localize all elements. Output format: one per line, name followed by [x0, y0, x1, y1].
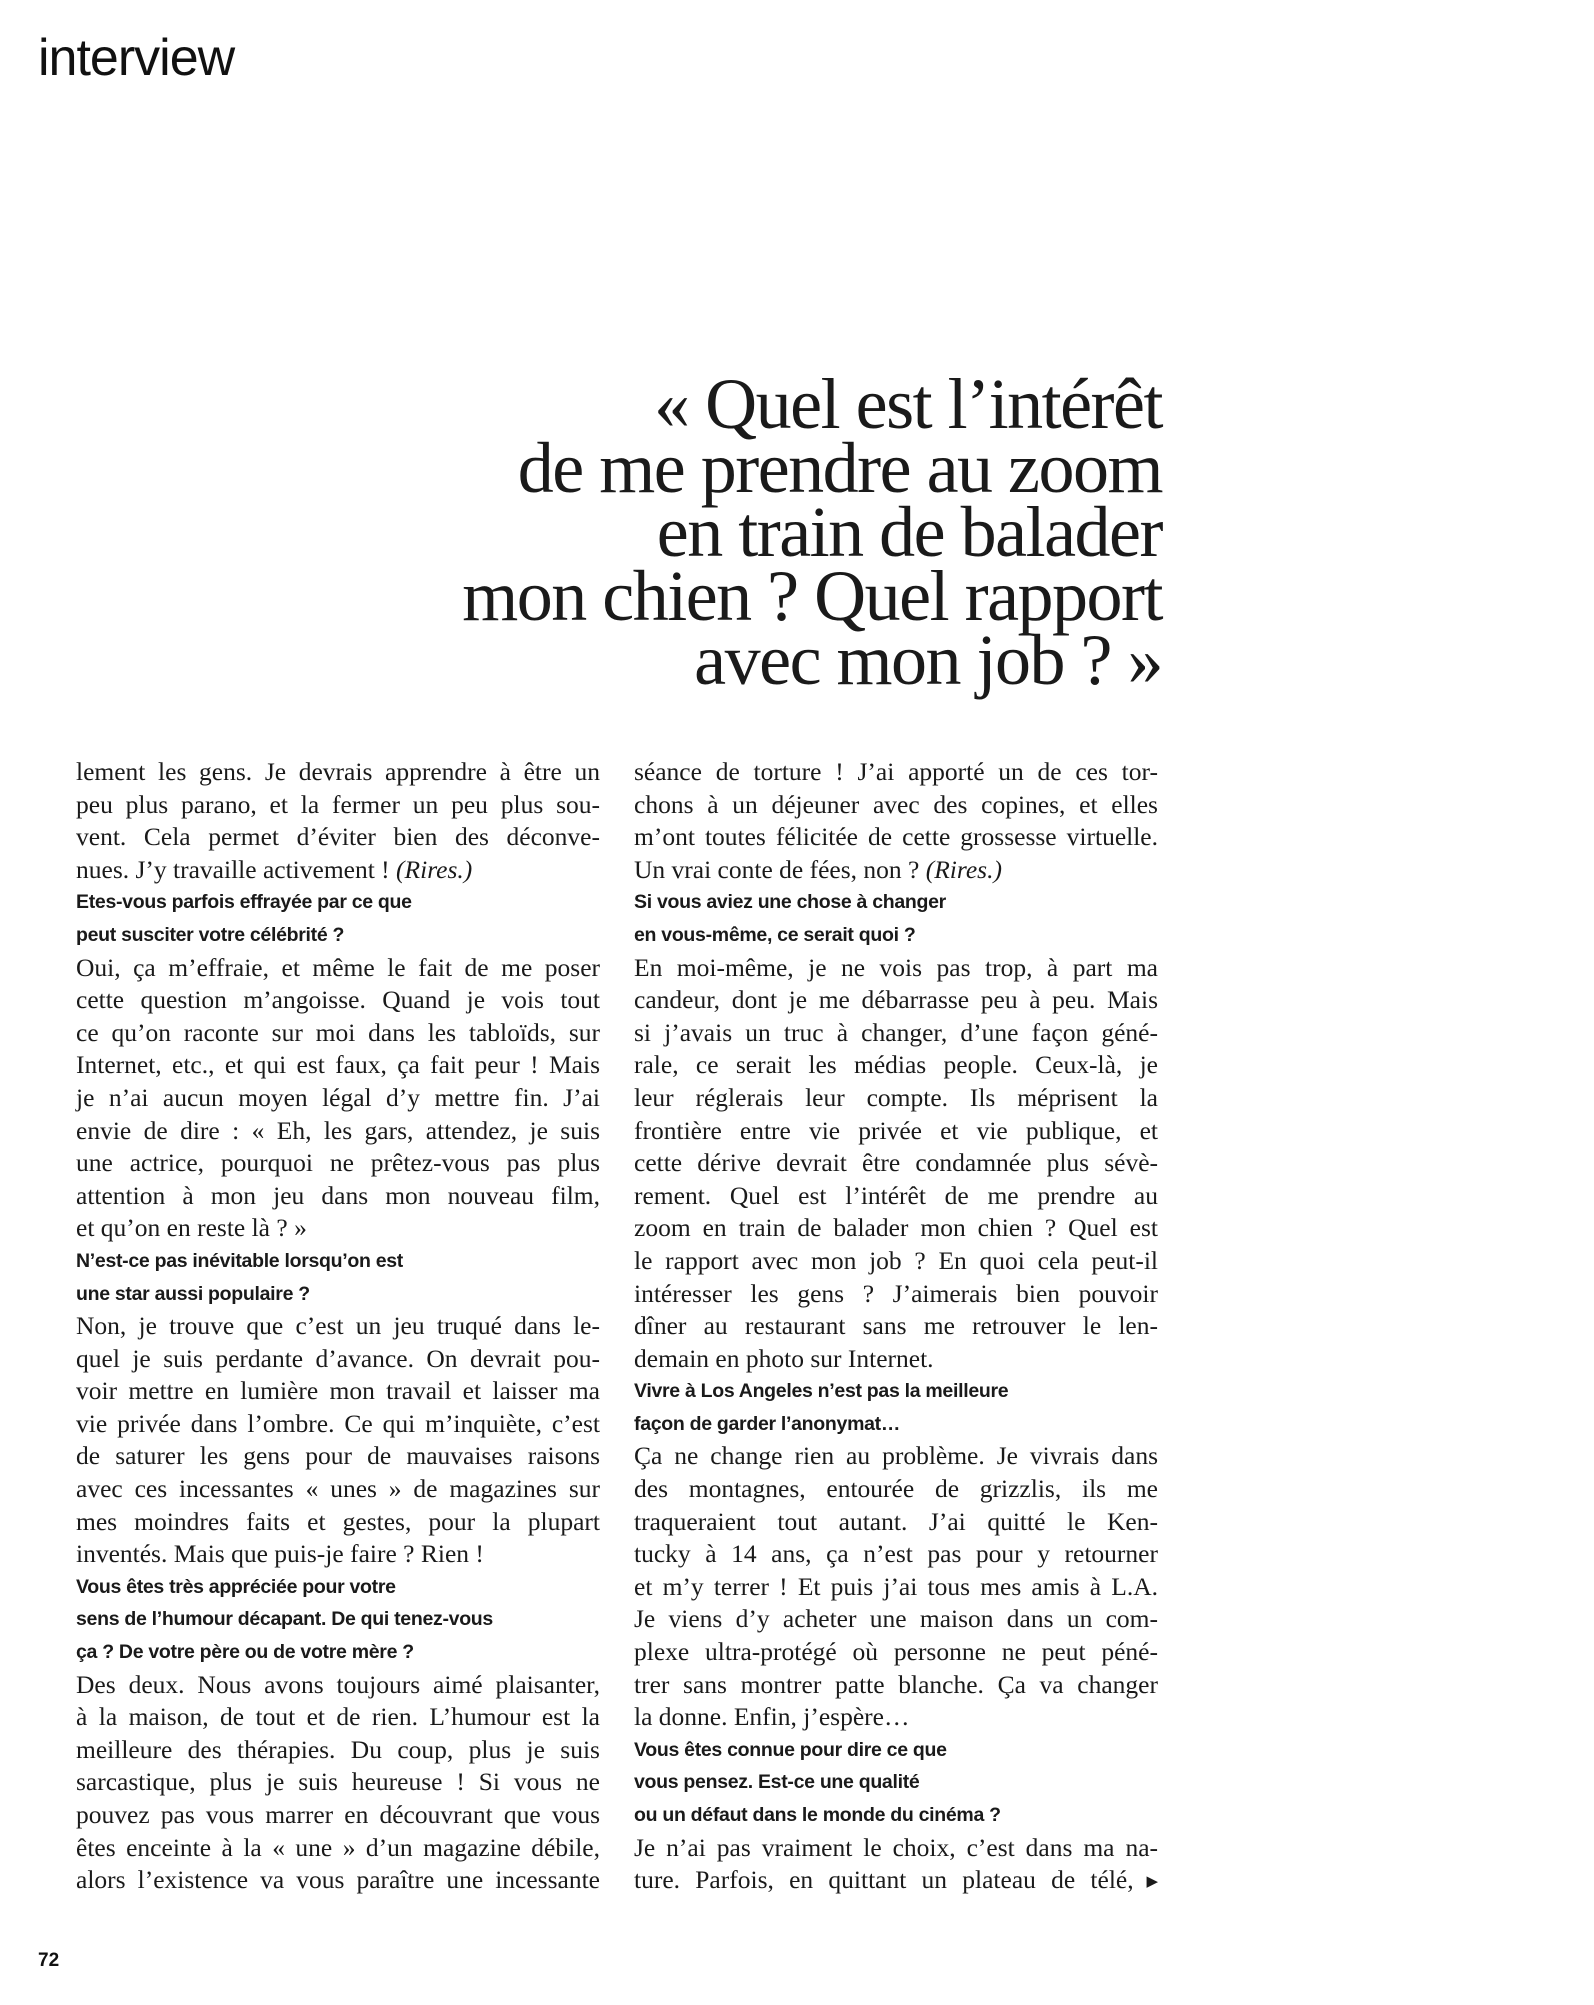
question-line: vous pensez. Est-ce une qualité	[634, 1771, 920, 1794]
section-title: interview	[38, 29, 235, 87]
question-line: N’est-ce pas inévitable lorsqu’on est	[76, 1249, 403, 1272]
body-line: traqueraient tout autant. J’ai quitté le Ken-	[634, 1506, 1158, 1536]
body-line: cette dérive devrait être condamnée plus sévè-	[634, 1148, 1158, 1178]
body-line: trer sans montrer patte blanche. Ça va changer	[634, 1669, 1158, 1699]
body-line: et qu’on en reste là ? »	[76, 1213, 307, 1243]
body-line: zoom en train de balader mon chien ? Quel est	[634, 1213, 1158, 1243]
body-line: alors l’existence va vous paraître une incessante	[76, 1865, 600, 1895]
body-line: Internet, etc., et qui est faux, ça fait peur ! Mais	[76, 1050, 600, 1080]
body-line: la donne. Enfin, j’espère…	[634, 1702, 910, 1732]
question-line: en vous-même, ce serait quoi ?	[634, 923, 916, 946]
body-line: êtes enceinte à la « une » d’un magazine débile,	[76, 1832, 600, 1862]
body-line: dîner au restaurant sans me retrouver le len-	[634, 1311, 1158, 1341]
body-line: attention à mon jeu dans mon nouveau film,	[76, 1180, 600, 1210]
body-line: m’ont toutes félicitée de cette grossesse virtuelle.	[634, 822, 1158, 852]
body-line: inventés. Mais que puis-je faire ? Rien !	[76, 1539, 484, 1569]
body-text: Un vrai conte de fées, non ?	[634, 854, 926, 884]
body-line: Des deux. Nous avons toujours aimé plaisanter,	[76, 1669, 600, 1699]
body-line: tucky à 14 ans, ça n’est pas pour y retourner	[634, 1539, 1158, 1569]
body-line: intéresser les gens ? J’aimerais bien pouvoir	[634, 1278, 1158, 1308]
body-line: Je n’ai pas vraiment le choix, c’est dans ma na-	[634, 1832, 1158, 1862]
laughter-note: (Rires.)	[925, 854, 1002, 884]
body-line: mes moindres faits et gestes, pour la plupart	[76, 1506, 600, 1536]
text-column-right	[634, 756, 1158, 1899]
body-line: candeur, dont je me débarrasse peu à peu. Mais	[634, 985, 1158, 1015]
body-line: cette question m’angoisse. Quand je vois tout	[76, 985, 600, 1015]
body-line: à la maison, de tout et de rien. L’humour est la	[76, 1702, 600, 1732]
body-line: voir mettre en lumière mon travail et laisser ma	[76, 1376, 600, 1406]
body-line: vent. Cela permet d’éviter bien des déconve-	[76, 822, 600, 852]
body-line: des montagnes, entourée de grizzlis, ils me	[634, 1474, 1158, 1504]
body-line: je n’ai aucun moyen légal d’y mettre fin. J’ai	[76, 1082, 600, 1112]
body-line: demain en photo sur Internet.	[634, 1343, 934, 1373]
body-line: de saturer les gens pour de mauvaises raisons	[76, 1441, 600, 1471]
question-line: Vivre à Los Angeles n’est pas la meilleure	[634, 1380, 1009, 1403]
body-line: séance de torture ! J’ai apporté un de ces tor-	[634, 757, 1158, 786]
question-line: Etes-vous parfois effrayée par ce que	[76, 891, 412, 914]
body-line: meilleure des thérapies. Du coup, plus je suis	[76, 1734, 600, 1764]
page-number: 72	[38, 1950, 60, 1971]
body-line: sarcastique, plus je suis heureuse ! Si vous ne	[76, 1767, 600, 1797]
body-line: Je viens d’y acheter une maison dans un com-	[634, 1604, 1158, 1634]
question-line: ou un défaut dans le monde du cinéma ?	[634, 1804, 1001, 1826]
body-line: avec ces incessantes « unes » de magazines sur	[76, 1474, 600, 1504]
body-line	[634, 1864, 1158, 1899]
body-line: lement les gens. Je devrais apprendre à être un	[76, 757, 600, 786]
body-line: et m’y terrer ! Et puis j’ai tous mes amis à L.A.	[634, 1571, 1158, 1601]
laughter-note: (Rires.)	[396, 854, 473, 884]
continue-arrow-icon: ▶	[1137, 1874, 1159, 1891]
question-line: ça ? De votre père ou de votre mère ?	[76, 1641, 414, 1664]
body-line: leur réglerais leur compte. Ils méprisent la	[634, 1082, 1158, 1112]
text-column-left	[76, 756, 600, 1897]
question-line: Si vous aviez une chose à changer	[634, 891, 946, 914]
body-line	[76, 854, 600, 887]
body-line: pouvez pas vous marrer en découvrant que vous	[76, 1800, 600, 1829]
body-line: En moi-même, je ne vois pas trop, à part ma	[634, 952, 1158, 982]
pull-quote	[300, 364, 1162, 700]
question-line: Vous êtes très appréciée pour votre	[76, 1575, 396, 1598]
question-line: sens de l’humour décapant. De qui tenez-vous	[76, 1608, 493, 1631]
pull-quote-line: en train de balader	[656, 492, 1162, 572]
body-line: Non, je trouve que c’est un jeu truqué dans le-	[76, 1311, 600, 1341]
pull-quote-line: mon chien ? Quel rapport	[462, 556, 1162, 636]
question-line: Vous êtes connue pour dire ce que	[634, 1738, 947, 1761]
body-line: envie de dire : « Eh, les gars, attendez, je suis	[76, 1115, 600, 1145]
body-line: quel je suis perdante d’avance. On devrait pou-	[76, 1343, 600, 1373]
body-line: rale, ce serait les médias people. Ceux-là, je	[634, 1050, 1158, 1080]
body-line: frontière entre vie privée et vie publique, et	[634, 1115, 1158, 1145]
body-line: peu plus parano, et la fermer un peu plus sou-	[76, 789, 600, 819]
body-line: ce qu’on raconte sur moi dans les tabloïds, sur	[76, 1017, 600, 1047]
body-text: nues. J’y travaille activement !	[76, 854, 397, 884]
body-line: Ça ne change rien au problème. Je vivrais dans	[634, 1441, 1158, 1471]
pull-quote-line: avec mon job ? »	[694, 620, 1162, 700]
question-line: peut susciter votre célébrité ?	[76, 923, 345, 946]
body-line	[634, 854, 1158, 887]
body-line: Oui, ça m’effraie, et même le fait de me poser	[76, 952, 600, 982]
body-line: le rapport avec mon job ? En quoi cela peut-il	[634, 1245, 1158, 1275]
question-line: une star aussi populaire ?	[76, 1282, 310, 1305]
question-line: façon de garder l’anonymat…	[634, 1412, 901, 1435]
body-line: plexe ultra-protégé où personne ne peut péné-	[634, 1637, 1158, 1667]
body-text: ture. Parfois, en quittant un plateau de télé,	[634, 1865, 1134, 1895]
pull-quote-line: de me prendre au zoom	[517, 428, 1162, 508]
body-line: rement. Quel est l’intérêt de me prendre au	[634, 1180, 1158, 1210]
body-line: chons à un déjeuner avec des copines, et elles	[634, 789, 1158, 819]
pull-quote-line: « Quel est l’intérêt	[654, 364, 1162, 444]
body-line: si j’avais un truc à changer, d’une façon géné-	[634, 1017, 1158, 1047]
body-line: une actrice, pourquoi ne prêtez-vous pas plus	[76, 1148, 600, 1178]
body-line: vie privée dans l’ombre. Ce qui m’inquiète, c’est	[76, 1408, 600, 1438]
